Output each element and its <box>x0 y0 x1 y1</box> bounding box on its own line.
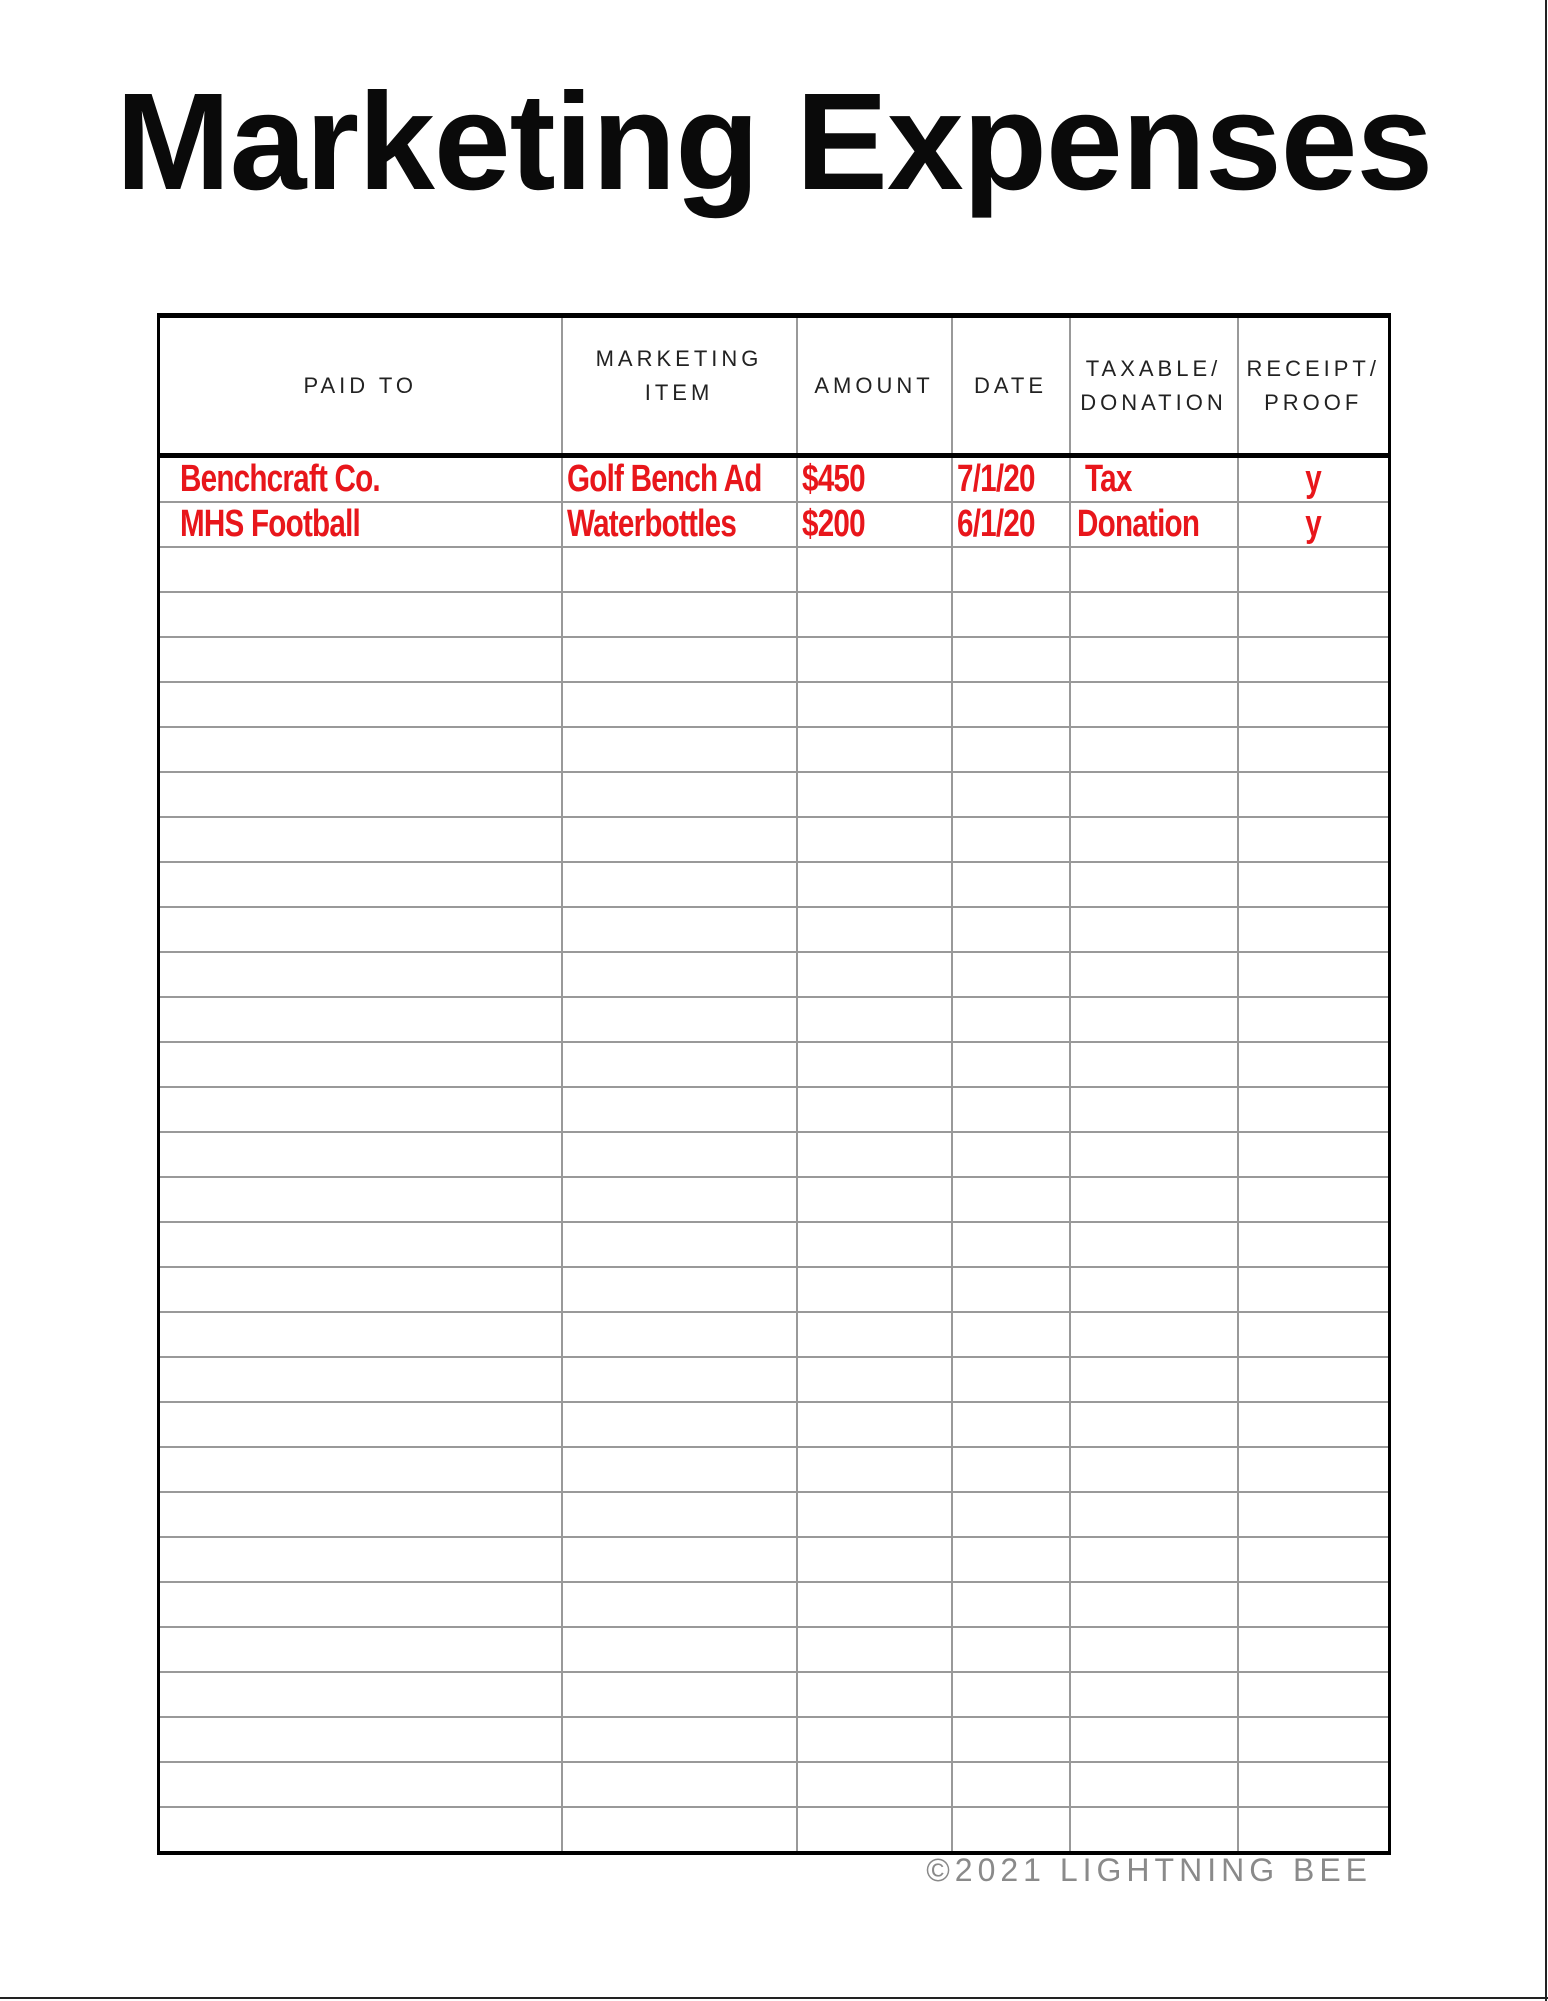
table-cell[interactable] <box>1070 907 1238 952</box>
table-cell[interactable] <box>797 1132 952 1177</box>
table-cell[interactable] <box>797 1672 952 1717</box>
table-cell[interactable] <box>1070 1537 1238 1582</box>
table-cell[interactable] <box>1238 772 1390 817</box>
table-cell[interactable] <box>797 1222 952 1267</box>
table-cell[interactable] <box>562 1042 797 1087</box>
table-cell[interactable] <box>1238 1312 1390 1357</box>
table-cell[interactable] <box>562 547 797 592</box>
table-cell[interactable] <box>1238 952 1390 997</box>
cell-date[interactable]: 6/1/20 <box>952 502 1070 547</box>
table-cell[interactable] <box>562 1717 797 1762</box>
table-cell[interactable] <box>159 1087 562 1132</box>
table-cell[interactable] <box>797 997 952 1042</box>
table-cell[interactable] <box>1070 1222 1238 1267</box>
table-cell[interactable] <box>1070 1672 1238 1717</box>
table-cell[interactable] <box>159 1222 562 1267</box>
table-cell[interactable] <box>1238 1717 1390 1762</box>
table-cell[interactable] <box>1070 952 1238 997</box>
table-cell[interactable] <box>797 1087 952 1132</box>
table-cell[interactable] <box>797 952 952 997</box>
table-cell[interactable] <box>159 1402 562 1447</box>
table-row <box>159 456 1390 503</box>
table-cell[interactable] <box>1238 637 1390 682</box>
table-cell[interactable] <box>1238 1672 1390 1717</box>
cell-item[interactable]: Golf Bench Ad <box>562 456 797 503</box>
table-cell[interactable] <box>159 1132 562 1177</box>
table-cell[interactable] <box>159 1492 562 1537</box>
table-cell[interactable] <box>562 1807 797 1853</box>
table-cell[interactable] <box>1070 997 1238 1042</box>
table-cell[interactable] <box>952 1762 1070 1807</box>
table-cell[interactable] <box>1238 997 1390 1042</box>
table-cell[interactable] <box>952 1717 1070 1762</box>
page-border-right <box>1545 0 1547 2001</box>
table-row-empty <box>159 862 1390 907</box>
table-cell[interactable] <box>562 1087 797 1132</box>
table-cell[interactable] <box>159 1042 562 1087</box>
table-cell[interactable] <box>1238 1042 1390 1087</box>
table-cell[interactable] <box>1238 1402 1390 1447</box>
table-row-empty <box>159 1087 1390 1132</box>
cell-amount[interactable]: $450 <box>797 456 952 503</box>
table-cell[interactable] <box>797 817 952 862</box>
table-cell[interactable] <box>797 592 952 637</box>
table-cell[interactable] <box>562 1762 797 1807</box>
table-cell[interactable] <box>797 907 952 952</box>
table-row-empty <box>159 1357 1390 1402</box>
table-cell[interactable] <box>1070 1447 1238 1492</box>
table-cell[interactable] <box>797 1807 952 1853</box>
table-cell[interactable] <box>797 1582 952 1627</box>
table-cell[interactable] <box>1238 682 1390 727</box>
table-cell[interactable] <box>562 1627 797 1672</box>
table-cell[interactable] <box>1070 1312 1238 1357</box>
table-cell[interactable] <box>1070 1132 1238 1177</box>
table-cell[interactable] <box>562 1537 797 1582</box>
table-row-empty <box>159 817 1390 862</box>
table-cell[interactable] <box>562 862 797 907</box>
table-cell[interactable] <box>797 547 952 592</box>
table-cell[interactable] <box>562 1222 797 1267</box>
cell-amount[interactable]: $200 <box>797 502 952 547</box>
page-border-bottom <box>0 1997 1548 1999</box>
table-row-empty <box>159 1807 1390 1853</box>
table-row-empty <box>159 1132 1390 1177</box>
table-row-empty <box>159 952 1390 997</box>
table-cell[interactable] <box>1238 1177 1390 1222</box>
table-row-empty <box>159 682 1390 727</box>
table-cell[interactable] <box>952 862 1070 907</box>
table-cell[interactable] <box>1070 772 1238 817</box>
table-cell[interactable] <box>1070 817 1238 862</box>
table-cell[interactable] <box>952 1807 1070 1853</box>
table-cell[interactable] <box>1238 592 1390 637</box>
table-cell[interactable] <box>159 1177 562 1222</box>
table-cell[interactable] <box>159 1312 562 1357</box>
table-row-empty <box>159 592 1390 637</box>
table-cell[interactable] <box>797 1402 952 1447</box>
table-cell[interactable] <box>952 592 1070 637</box>
table-cell[interactable] <box>952 1177 1070 1222</box>
table-cell[interactable] <box>562 592 797 637</box>
table-cell[interactable] <box>1238 1132 1390 1177</box>
table-cell[interactable] <box>159 1717 562 1762</box>
table-cell[interactable] <box>1238 907 1390 952</box>
table-cell[interactable] <box>1238 1267 1390 1312</box>
table-cell[interactable] <box>952 1402 1070 1447</box>
table-row-empty <box>159 997 1390 1042</box>
table-cell[interactable] <box>952 1447 1070 1492</box>
table-cell[interactable] <box>1070 637 1238 682</box>
table-cell[interactable] <box>562 952 797 997</box>
page-title: Marketing Expenses <box>115 65 1433 219</box>
table-row-empty <box>159 1672 1390 1717</box>
table-row-empty <box>159 1537 1390 1582</box>
table-cell[interactable] <box>562 1447 797 1492</box>
table-cell[interactable] <box>159 1762 562 1807</box>
table-cell[interactable] <box>159 1267 562 1312</box>
header-marketing-item: MARKETING ITEM <box>562 316 797 456</box>
table-cell[interactable] <box>1238 1807 1390 1853</box>
table-row-empty <box>159 727 1390 772</box>
table-cell[interactable] <box>952 1267 1070 1312</box>
table-cell[interactable] <box>952 1132 1070 1177</box>
table-cell[interactable] <box>562 1177 797 1222</box>
table-cell[interactable] <box>952 1312 1070 1357</box>
table-cell[interactable] <box>797 1537 952 1582</box>
table-cell[interactable] <box>562 817 797 862</box>
table-cell[interactable] <box>952 772 1070 817</box>
table-cell[interactable] <box>562 1582 797 1627</box>
table-cell[interactable] <box>1070 1582 1238 1627</box>
table-row-empty <box>159 1627 1390 1672</box>
table-row-empty <box>159 1312 1390 1357</box>
table-cell[interactable] <box>952 952 1070 997</box>
table-cell[interactable] <box>952 1087 1070 1132</box>
table-cell[interactable] <box>1070 1762 1238 1807</box>
table-cell[interactable] <box>1238 727 1390 772</box>
table-cell[interactable] <box>562 682 797 727</box>
header-receipt-proof: RECEIPT/ PROOF <box>1238 316 1390 456</box>
table-cell[interactable] <box>1070 1042 1238 1087</box>
table-row-empty <box>159 637 1390 682</box>
table-cell[interactable] <box>1070 1717 1238 1762</box>
table-cell[interactable] <box>159 1807 562 1853</box>
table-cell[interactable] <box>952 682 1070 727</box>
table-cell[interactable] <box>797 1177 952 1222</box>
table-cell[interactable] <box>1238 862 1390 907</box>
header-paid-to: PAID TO <box>159 316 562 456</box>
table-cell[interactable] <box>562 1672 797 1717</box>
table-cell[interactable] <box>159 862 562 907</box>
table-row-empty <box>159 1582 1390 1627</box>
table-cell[interactable] <box>1238 547 1390 592</box>
cell-taxable[interactable]: Donation <box>1070 502 1238 547</box>
table-cell[interactable] <box>1070 547 1238 592</box>
cell-item[interactable]: Waterbottles <box>562 502 797 547</box>
table-cell[interactable] <box>797 1267 952 1312</box>
table-cell[interactable] <box>1070 727 1238 772</box>
table-cell[interactable] <box>159 997 562 1042</box>
table-cell[interactable] <box>952 1537 1070 1582</box>
table-cell[interactable] <box>562 1357 797 1402</box>
table-cell[interactable] <box>797 1447 952 1492</box>
table-cell[interactable] <box>159 1447 562 1492</box>
cell-date[interactable]: 7/1/20 <box>952 456 1070 503</box>
header-row <box>159 316 1390 456</box>
table-cell[interactable] <box>1070 1177 1238 1222</box>
table-cell[interactable] <box>952 997 1070 1042</box>
table-cell[interactable] <box>562 1402 797 1447</box>
table-cell[interactable] <box>159 1672 562 1717</box>
table-cell[interactable] <box>1070 682 1238 727</box>
table-cell[interactable] <box>159 952 562 997</box>
table-row <box>159 502 1390 547</box>
table-cell[interactable] <box>562 997 797 1042</box>
table-cell[interactable] <box>1238 1492 1390 1537</box>
table-cell[interactable] <box>952 727 1070 772</box>
table-cell[interactable] <box>1070 1492 1238 1537</box>
table-cell[interactable] <box>797 637 952 682</box>
table-cell[interactable] <box>797 1312 952 1357</box>
table-cell[interactable] <box>159 682 562 727</box>
table-cell[interactable] <box>952 817 1070 862</box>
table-cell[interactable] <box>159 817 562 862</box>
table-cell[interactable] <box>562 1132 797 1177</box>
table-cell[interactable] <box>562 637 797 682</box>
table-cell[interactable] <box>1238 1762 1390 1807</box>
table-cell[interactable] <box>952 1627 1070 1672</box>
table-row-empty <box>159 1492 1390 1537</box>
header-date: DATE <box>952 316 1070 456</box>
table-cell[interactable] <box>952 1042 1070 1087</box>
table-cell[interactable] <box>1070 1402 1238 1447</box>
table-cell[interactable] <box>797 1717 952 1762</box>
table-row-empty <box>159 1762 1390 1807</box>
expenses-table <box>157 313 1391 1855</box>
table-row-empty <box>159 547 1390 592</box>
table-cell[interactable] <box>1070 1627 1238 1672</box>
table-cell[interactable] <box>952 1222 1070 1267</box>
table-cell[interactable] <box>562 1312 797 1357</box>
header-amount: AMOUNT <box>797 316 952 456</box>
table-cell[interactable] <box>1070 1087 1238 1132</box>
table-cell[interactable] <box>1070 1357 1238 1402</box>
table-row-empty <box>159 1267 1390 1312</box>
table-cell[interactable] <box>1070 862 1238 907</box>
table-cell[interactable] <box>159 907 562 952</box>
table-cell[interactable] <box>797 1357 952 1402</box>
table-cell[interactable] <box>1070 1807 1238 1853</box>
table-cell[interactable] <box>952 1357 1070 1402</box>
table-cell[interactable] <box>797 1042 952 1087</box>
table-cell[interactable] <box>562 772 797 817</box>
table-row-empty <box>159 1717 1390 1762</box>
table-row-empty <box>159 1447 1390 1492</box>
table-row-empty <box>159 772 1390 817</box>
copyright-footer: ©2021 LIGHTNING BEE <box>926 1852 1372 1888</box>
table-row-empty <box>159 1042 1390 1087</box>
cell-paid-to[interactable]: MHS Football <box>159 502 562 547</box>
table-row-empty <box>159 907 1390 952</box>
table-cell[interactable] <box>1238 1222 1390 1267</box>
cell-receipt[interactable]: y <box>1238 502 1390 547</box>
table-cell[interactable] <box>562 727 797 772</box>
table-cell[interactable] <box>159 1357 562 1402</box>
cell-taxable[interactable]: Tax <box>1070 456 1238 503</box>
table-cell[interactable] <box>159 1582 562 1627</box>
header-taxable-donation: TAXABLE/ DONATION <box>1070 316 1238 456</box>
table-cell[interactable] <box>1070 1267 1238 1312</box>
table-cell[interactable] <box>797 1762 952 1807</box>
table-cell[interactable] <box>1238 1087 1390 1132</box>
table-cell[interactable] <box>562 1492 797 1537</box>
table-cell[interactable] <box>1070 592 1238 637</box>
table-cell[interactable] <box>562 907 797 952</box>
table-cell[interactable] <box>797 1627 952 1672</box>
table-cell[interactable] <box>159 547 562 592</box>
table-cell[interactable] <box>797 682 952 727</box>
table-cell[interactable] <box>952 637 1070 682</box>
table-cell[interactable] <box>159 772 562 817</box>
table-cell[interactable] <box>797 727 952 772</box>
table-cell[interactable] <box>159 1627 562 1672</box>
table-cell[interactable] <box>952 907 1070 952</box>
table-cell[interactable] <box>952 1582 1070 1627</box>
table-cell[interactable] <box>159 637 562 682</box>
table-cell[interactable] <box>1238 817 1390 862</box>
table-cell[interactable] <box>159 1537 562 1582</box>
table-cell[interactable] <box>1238 1627 1390 1672</box>
table-cell[interactable] <box>1238 1582 1390 1627</box>
table-cell[interactable] <box>1238 1357 1390 1402</box>
table-cell[interactable] <box>1238 1537 1390 1582</box>
table-cell[interactable] <box>797 1492 952 1537</box>
table-cell[interactable] <box>1238 1447 1390 1492</box>
cell-paid-to[interactable]: Benchcraft Co. <box>180 458 380 500</box>
table-cell[interactable] <box>952 1492 1070 1537</box>
table-cell[interactable] <box>797 772 952 817</box>
table-row-empty <box>159 1222 1390 1267</box>
table-cell[interactable] <box>797 862 952 907</box>
table-cell[interactable] <box>952 547 1070 592</box>
cell-receipt[interactable]: y <box>1238 456 1390 503</box>
table-row-empty <box>159 1402 1390 1447</box>
table-cell[interactable] <box>159 592 562 637</box>
table-row-empty <box>159 1177 1390 1222</box>
table-cell[interactable] <box>952 1672 1070 1717</box>
table-cell[interactable] <box>159 727 562 772</box>
table-cell[interactable] <box>562 1267 797 1312</box>
